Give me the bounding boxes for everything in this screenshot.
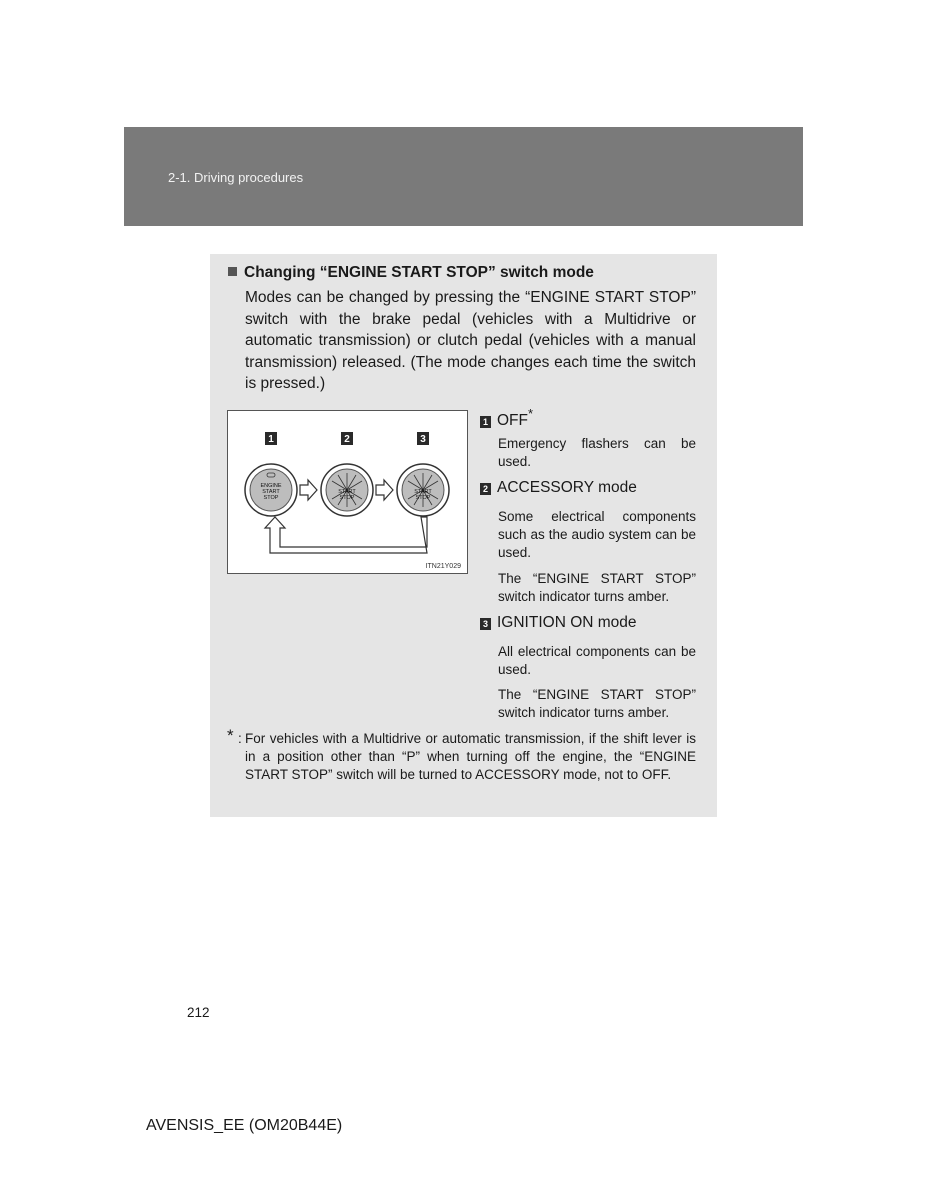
model-code: AVENSIS_EE (OM20B44E) [146, 1117, 343, 1134]
svg-text:STOP: STOP [263, 495, 279, 501]
mode-accessory-desc-2: The “ENGINE START STOP” switch indicator turns amber. [498, 571, 696, 605]
arrow-right-icon [300, 480, 317, 500]
figure-code: ITN21Y029 [425, 563, 461, 570]
start-button-ignition-on [397, 464, 449, 516]
return-arrow-icon [265, 517, 427, 553]
asterisk-marker: * [528, 406, 534, 421]
mode-number-badge: 2 [480, 483, 491, 495]
intro-paragraph: Modes can be changed by pressing the “ENGINE START STOP” switch with the brake pedal (vehicles with a Multidrive or automatic transmission) or clutch pedal (vehicles with a manual transmission) released. (The mode changes each time the switch is pressed.) [245, 289, 696, 392]
footnote [227, 726, 696, 785]
figure-label-2 [341, 432, 353, 445]
page-number: 212 [187, 1005, 210, 1020]
mode-ignition-desc-2: The “ENGINE START STOP” switch indicator turns amber. [498, 687, 696, 721]
mode-ignition-title [480, 614, 637, 632]
arrow-right-icon [376, 480, 393, 500]
svg-text:START: START [414, 489, 432, 495]
mode-off-title [480, 406, 533, 430]
mode-title: IGNITION ON mode [497, 614, 637, 631]
mode-title: ACCESSORY mode [497, 479, 637, 496]
panel-heading [228, 264, 594, 282]
svg-text:3: 3 [420, 434, 426, 445]
mode-title: OFF [497, 412, 528, 429]
switch-mode-diagram [228, 411, 467, 573]
section-header-bar [124, 127, 803, 226]
footnote-text: For vehicles with a Multidrive or automatic transmission, if the shift lever is in a position other than “P” when turning off the engine, the “ENGINE START STOP” switch will be turned to ACCESSORY mode, not to OFF. [245, 731, 696, 783]
mode-off-desc: Emergency flashers can be used. [498, 436, 696, 470]
svg-text:START: START [262, 489, 280, 495]
svg-text:STOP: STOP [415, 495, 431, 501]
switch-mode-figure [227, 410, 468, 574]
square-bullet-icon [228, 267, 237, 276]
svg-text:STOP: STOP [339, 495, 355, 501]
figure-label-3 [417, 432, 429, 445]
panel-heading-text: Changing “ENGINE START STOP” switch mode [244, 264, 594, 281]
mode-number-badge: 1 [480, 416, 491, 428]
mode-accessory-desc-1: Some electrical components such as the audio system can be used. [498, 509, 696, 561]
svg-text:2: 2 [344, 434, 350, 445]
footnote-asterisk: * [227, 726, 234, 745]
svg-text:1: 1 [268, 434, 274, 445]
start-button-accessory [321, 464, 373, 516]
section-title: 2-1. Driving procedures [168, 170, 304, 185]
svg-text:START: START [338, 489, 356, 495]
footnote-colon: : [238, 731, 242, 746]
mode-ignition-desc-1: All electrical components can be used. [498, 644, 696, 678]
svg-text:ENGINE: ENGINE [260, 483, 282, 489]
mode-number-badge: 3 [480, 618, 491, 630]
start-button-off [245, 464, 297, 516]
figure-label-1 [265, 432, 277, 445]
info-panel [210, 254, 717, 817]
mode-accessory-title [480, 479, 637, 497]
